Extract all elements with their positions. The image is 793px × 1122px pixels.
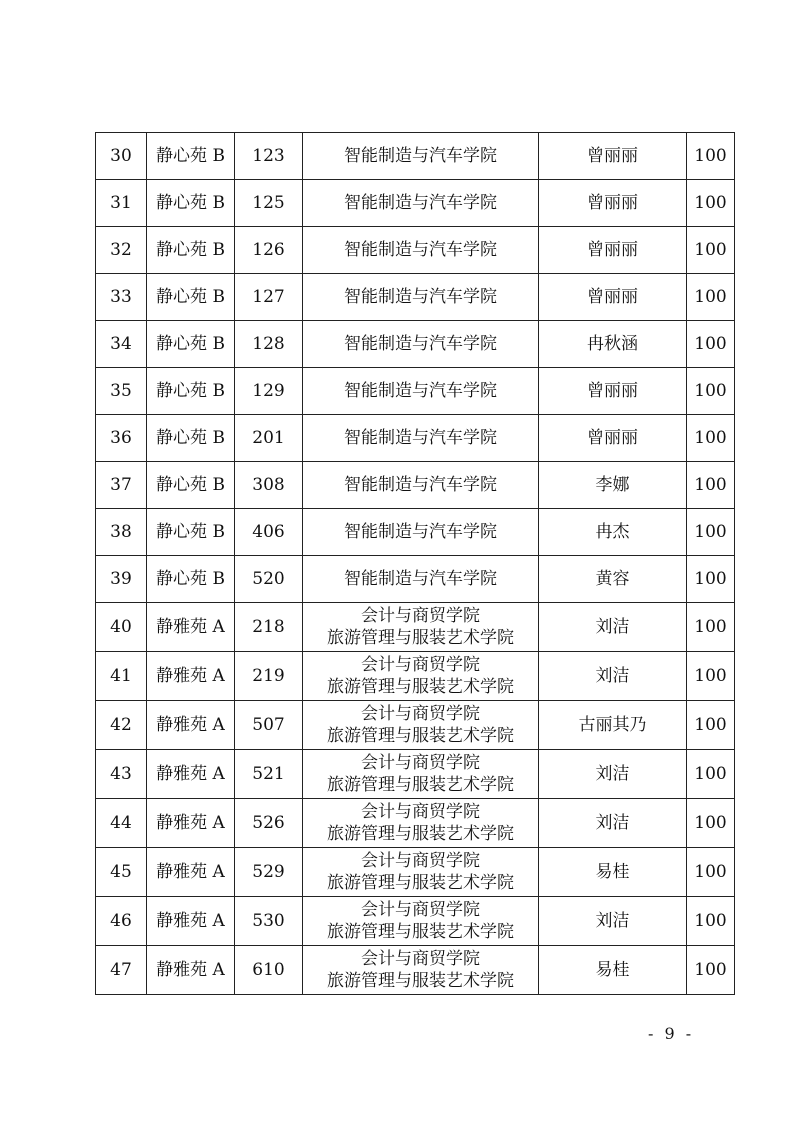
room-cell: 125 [235, 180, 303, 227]
room-cell: 129 [235, 368, 303, 415]
table-row [96, 180, 735, 227]
college-cell [303, 750, 539, 799]
person-cell: 易桂 [539, 946, 687, 995]
college-cell [303, 848, 539, 897]
college-cell [303, 603, 539, 652]
row-number-cell: 47 [96, 946, 147, 995]
row-number-cell: 33 [96, 274, 147, 321]
college-line: 会计与商贸学院 [361, 900, 480, 920]
score-cell: 100 [687, 848, 735, 897]
college-line: 会计与商贸学院 [361, 704, 480, 724]
college-cell [303, 133, 539, 180]
college-line: 智能制造与汽车学院 [344, 569, 497, 589]
college-cell [303, 509, 539, 556]
college-cell [303, 652, 539, 701]
building-cell: 静心苑 B [147, 274, 235, 321]
college-line: 智能制造与汽车学院 [344, 334, 497, 354]
college-line: 智能制造与汽车学院 [344, 287, 497, 307]
college-cell [303, 180, 539, 227]
college-line: 旅游管理与服装艺术学院 [327, 726, 514, 746]
score-cell: 100 [687, 462, 735, 509]
college-cell [303, 321, 539, 368]
room-cell: 127 [235, 274, 303, 321]
person-cell: 刘洁 [539, 750, 687, 799]
college-line: 旅游管理与服装艺术学院 [327, 824, 514, 844]
row-number-cell: 46 [96, 897, 147, 946]
row-number-cell: 30 [96, 133, 147, 180]
row-number-cell: 31 [96, 180, 147, 227]
person-cell: 刘洁 [539, 897, 687, 946]
room-cell: 123 [235, 133, 303, 180]
building-cell: 静心苑 B [147, 556, 235, 603]
building-cell: 静雅苑 A [147, 750, 235, 799]
room-cell: 521 [235, 750, 303, 799]
score-cell: 100 [687, 603, 735, 652]
college-line: 会计与商贸学院 [361, 851, 480, 871]
building-cell: 静心苑 B [147, 462, 235, 509]
row-number-cell: 38 [96, 509, 147, 556]
college-line: 智能制造与汽车学院 [344, 240, 497, 260]
person-cell: 刘洁 [539, 799, 687, 848]
table-row [96, 848, 735, 897]
person-cell: 李娜 [539, 462, 687, 509]
college-line: 智能制造与汽车学院 [344, 193, 497, 213]
score-cell: 100 [687, 701, 735, 750]
person-cell: 冉秋涵 [539, 321, 687, 368]
person-cell: 古丽其乃 [539, 701, 687, 750]
row-number-cell: 40 [96, 603, 147, 652]
room-cell: 201 [235, 415, 303, 462]
table-row [96, 274, 735, 321]
row-number-cell: 44 [96, 799, 147, 848]
college-line: 智能制造与汽车学院 [344, 146, 497, 166]
room-cell: 218 [235, 603, 303, 652]
row-number-cell: 34 [96, 321, 147, 368]
score-cell: 100 [687, 133, 735, 180]
college-line: 旅游管理与服装艺术学院 [327, 628, 514, 648]
table-row [96, 133, 735, 180]
table-row [96, 227, 735, 274]
college-line: 会计与商贸学院 [361, 949, 480, 969]
building-cell: 静心苑 B [147, 415, 235, 462]
college-line: 旅游管理与服装艺术学院 [327, 775, 514, 795]
row-number-cell: 45 [96, 848, 147, 897]
room-cell: 126 [235, 227, 303, 274]
college-line: 旅游管理与服装艺术学院 [327, 922, 514, 942]
building-cell: 静心苑 B [147, 509, 235, 556]
college-line: 会计与商贸学院 [361, 802, 480, 822]
building-cell: 静心苑 B [147, 133, 235, 180]
score-cell: 100 [687, 509, 735, 556]
building-cell: 静雅苑 A [147, 946, 235, 995]
table-row [96, 415, 735, 462]
row-number-cell: 39 [96, 556, 147, 603]
row-number-cell: 35 [96, 368, 147, 415]
room-cell: 526 [235, 799, 303, 848]
table-row [96, 701, 735, 750]
room-cell: 406 [235, 509, 303, 556]
person-cell: 刘洁 [539, 652, 687, 701]
college-line: 会计与商贸学院 [361, 753, 480, 773]
person-cell: 曾丽丽 [539, 274, 687, 321]
college-line: 旅游管理与服装艺术学院 [327, 873, 514, 893]
building-cell: 静雅苑 A [147, 652, 235, 701]
score-cell: 100 [687, 946, 735, 995]
college-line: 会计与商贸学院 [361, 606, 480, 626]
row-number-cell: 32 [96, 227, 147, 274]
row-number-cell: 42 [96, 701, 147, 750]
room-cell: 529 [235, 848, 303, 897]
building-cell: 静心苑 B [147, 368, 235, 415]
score-cell: 100 [687, 652, 735, 701]
college-cell [303, 274, 539, 321]
college-cell [303, 462, 539, 509]
row-number-cell: 43 [96, 750, 147, 799]
person-cell: 曾丽丽 [539, 227, 687, 274]
table-row [96, 652, 735, 701]
person-cell: 曾丽丽 [539, 368, 687, 415]
dormitory-table-body [96, 133, 735, 995]
room-cell: 507 [235, 701, 303, 750]
dormitory-table [95, 132, 735, 995]
college-line: 智能制造与汽车学院 [344, 428, 497, 448]
building-cell: 静雅苑 A [147, 897, 235, 946]
college-line: 会计与商贸学院 [361, 655, 480, 675]
page-number: - 9 - [648, 1024, 695, 1043]
person-cell: 曾丽丽 [539, 180, 687, 227]
building-cell: 静雅苑 A [147, 603, 235, 652]
table-row [96, 799, 735, 848]
score-cell: 100 [687, 415, 735, 462]
score-cell: 100 [687, 180, 735, 227]
person-cell: 易桂 [539, 848, 687, 897]
college-cell [303, 946, 539, 995]
row-number-cell: 37 [96, 462, 147, 509]
score-cell: 100 [687, 897, 735, 946]
table-row [96, 321, 735, 368]
building-cell: 静心苑 B [147, 227, 235, 274]
table-row [96, 368, 735, 415]
table-row [96, 946, 735, 995]
score-cell: 100 [687, 274, 735, 321]
table-row [96, 556, 735, 603]
room-cell: 308 [235, 462, 303, 509]
person-cell: 黄容 [539, 556, 687, 603]
room-cell: 520 [235, 556, 303, 603]
college-cell [303, 897, 539, 946]
table-row [96, 603, 735, 652]
building-cell: 静心苑 B [147, 321, 235, 368]
college-cell [303, 701, 539, 750]
person-cell: 刘洁 [539, 603, 687, 652]
college-line: 智能制造与汽车学院 [344, 475, 497, 495]
table-row [96, 509, 735, 556]
table-row [96, 897, 735, 946]
college-line: 智能制造与汽车学院 [344, 522, 497, 542]
row-number-cell: 41 [96, 652, 147, 701]
score-cell: 100 [687, 799, 735, 848]
table-row [96, 750, 735, 799]
college-cell [303, 227, 539, 274]
building-cell: 静雅苑 A [147, 848, 235, 897]
score-cell: 100 [687, 556, 735, 603]
score-cell: 100 [687, 368, 735, 415]
room-cell: 610 [235, 946, 303, 995]
table-row [96, 462, 735, 509]
room-cell: 128 [235, 321, 303, 368]
college-cell [303, 799, 539, 848]
college-line: 旅游管理与服装艺术学院 [327, 677, 514, 697]
college-cell [303, 415, 539, 462]
person-cell: 冉杰 [539, 509, 687, 556]
score-cell: 100 [687, 750, 735, 799]
score-cell: 100 [687, 227, 735, 274]
building-cell: 静雅苑 A [147, 701, 235, 750]
room-cell: 219 [235, 652, 303, 701]
person-cell: 曾丽丽 [539, 133, 687, 180]
building-cell: 静心苑 B [147, 180, 235, 227]
college-cell [303, 368, 539, 415]
college-cell [303, 556, 539, 603]
row-number-cell: 36 [96, 415, 147, 462]
college-line: 旅游管理与服装艺术学院 [327, 971, 514, 991]
person-cell: 曾丽丽 [539, 415, 687, 462]
score-cell: 100 [687, 321, 735, 368]
college-line: 智能制造与汽车学院 [344, 381, 497, 401]
room-cell: 530 [235, 897, 303, 946]
building-cell: 静雅苑 A [147, 799, 235, 848]
